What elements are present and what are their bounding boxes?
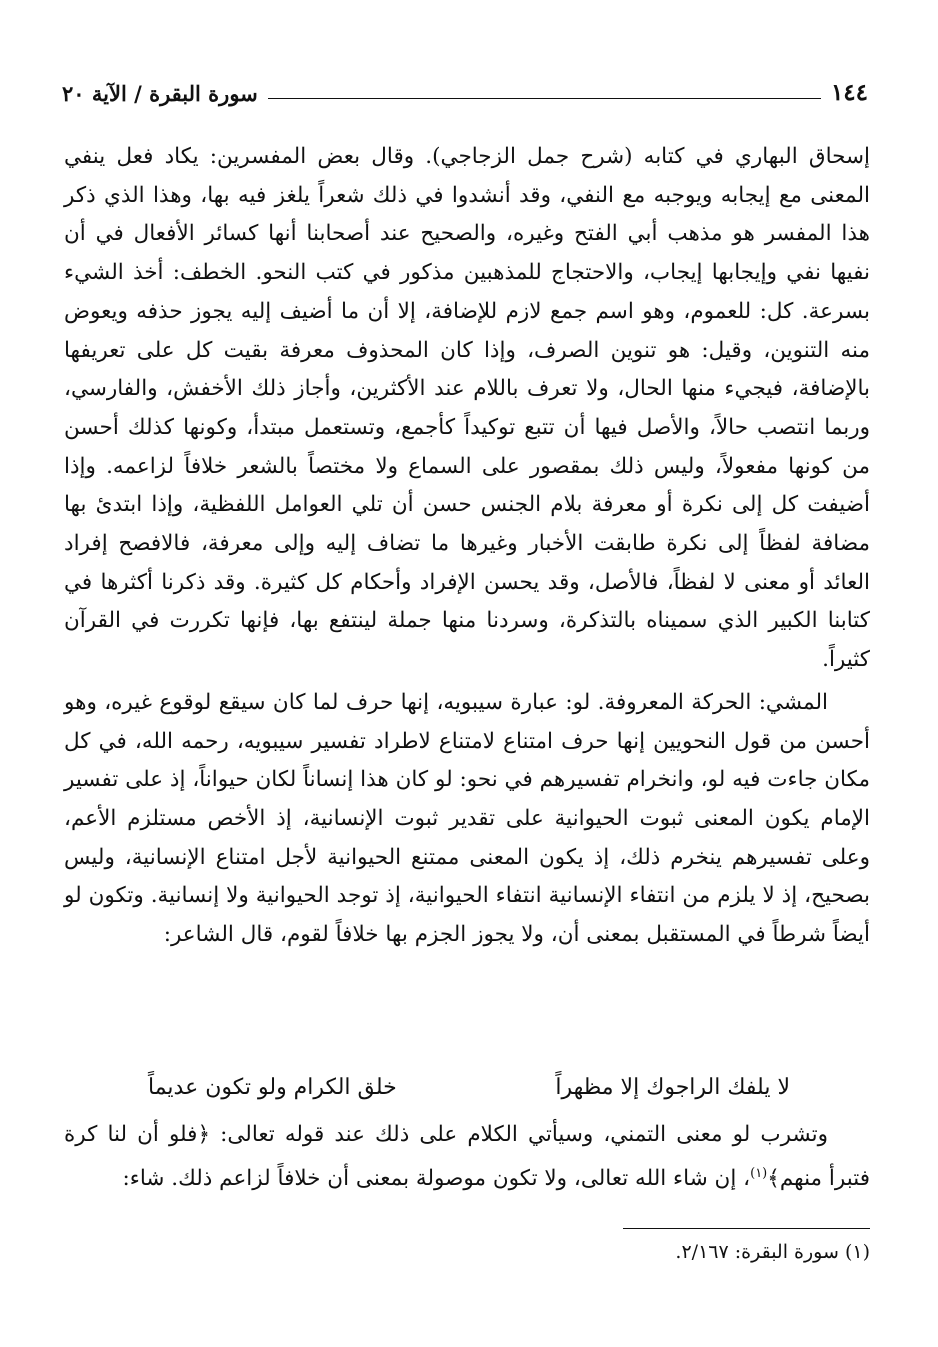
header-rule — [268, 98, 821, 99]
closing-text: وتشرب لو معنى التمني، وسيأتي الكلام على ذلك عند قوله تعالى: ﴿فلو أن لنا كرة فتبرأ منهم﴾ — [64, 1122, 870, 1191]
verse-second-hemistich: خلق الكرام ولو تكون عديماً — [148, 1075, 397, 1100]
running-header — [62, 72, 868, 106]
footnote: (١) سورة البقرة: ٢/١٦٧. — [675, 1241, 870, 1263]
header-title: سورة البقرة / الآية ٢٠ — [62, 81, 258, 106]
main-text — [64, 138, 870, 955]
paragraph-1: إسحاق البهاري في كتابه (شرح جمل الزجاجي). وقال بعض المفسرين: يكاد فعل ينفي المعنى مع إيجابه ويوجبه مع النفي، وقد أنشدوا في ذلك شعراً يلغز فيه بها، وهذا الذي ذكر هذا المفسر هو مذهب أبي الفتح وغيره، والصحيح عند أصحابنا أنها كسائر الأفعال في أن نفيها نفي وإيجابها إيجاب، والاحتجاج للمذهبين مذكور في كتب النحو. الخطف: أخذ الشيء بسرعة. كل: للعموم، وهو اسم جمع لازم للإضافة، إلا أن ما أضيف إليه يجوز حذفه ويعوض منه التنوين، وقيل: هو تنوين الصرف، وإذا كان المحذوف معرفة بقيت كل على تعريفها بالإضافة، فيجيء منها الحال، ولا تعرف باللام عند الأكثرين، وأجاز ذلك الأخفش، والفارسي، وربما انتصب حالاً، والأصل فيها أن تتبع توكيداً كأجمع، وتستعمل مبتدأ، وكونها كذلك أحسن من كونها مفعولاً، وليس ذلك بمقصور على السماع ولا مختصاً بالشعر خلافاً لزاعمه. وإذا أضيفت كل إلى نكرة أو معرفة بلام الجنس حسن أن تلي العوامل اللفظية، وإذا ابتدئ بها مضافة لفظاً إلى نكرة طابقت الأخبار وغيرها ما تضاف إليه وإلى معرفة، فالافصح إفراد العائد أو معنى لا لفظاً، فالأصل، وقد يحسن الإفراد وأحكام كل كثيرة. وقد ذكرنا أكثرها في كتابنا الكبير الذي سميناه بالتذكرة، وسردنا منها جملة لينتفع بها، فإنها تكررت في القرآن كثيراً. — [64, 144, 870, 673]
footnote-divider — [623, 1228, 870, 1229]
footnote-marker: (١) — [750, 1165, 768, 1181]
poetry-verse — [64, 1068, 870, 1108]
verse-first-hemistich: لا يلفك الراجوك إلا مظهراً — [555, 1075, 790, 1100]
page-number: ١٤٤ — [830, 79, 868, 106]
closing-text-after: ، إن شاء الله تعالى، ولا تكون موصولة بمعنى أن خلافاً لزاعم ذلك. شاء: — [122, 1165, 751, 1191]
paragraph-2: المشي: الحركة المعروفة. لو: عبارة سيبويه، إنها حرف لما كان سيقع لوقوع غيره، وهو أحسن من قول النحويين إنها حرف امتناع لامتناع لاطراد تفسير سيبويه، رحمه الله، في كل مكان جاءت فيه لو، وانخرام تفسيرهم في نحو: لو كان هذا إنساناً لكان حيواناً، إذ على تفسير الإمام يكون المعنى ثبوت الحيوانية على تقدير ثبوت الإنسانية، إذ الأخص مستلزم الأعم، وعلى تفسيرهم ينخرم ذلك، إذ يكون المعنى ممتنع الحيوانية لأجل امتناع الإنسانية، وليس بصحيح، إذ لا يلزم من انتفاء الإنسانية انتفاء الحيوانية، إذ توجد الحيوانية ولا إنسانية. وتكون لو أيضاً شرطاً في المستقبل بمعنى أن، ولا يجوز الجزم بها خلافاً لقوم، قال الشاعر: — [64, 689, 870, 948]
closing-paragraph — [64, 1116, 870, 1199]
